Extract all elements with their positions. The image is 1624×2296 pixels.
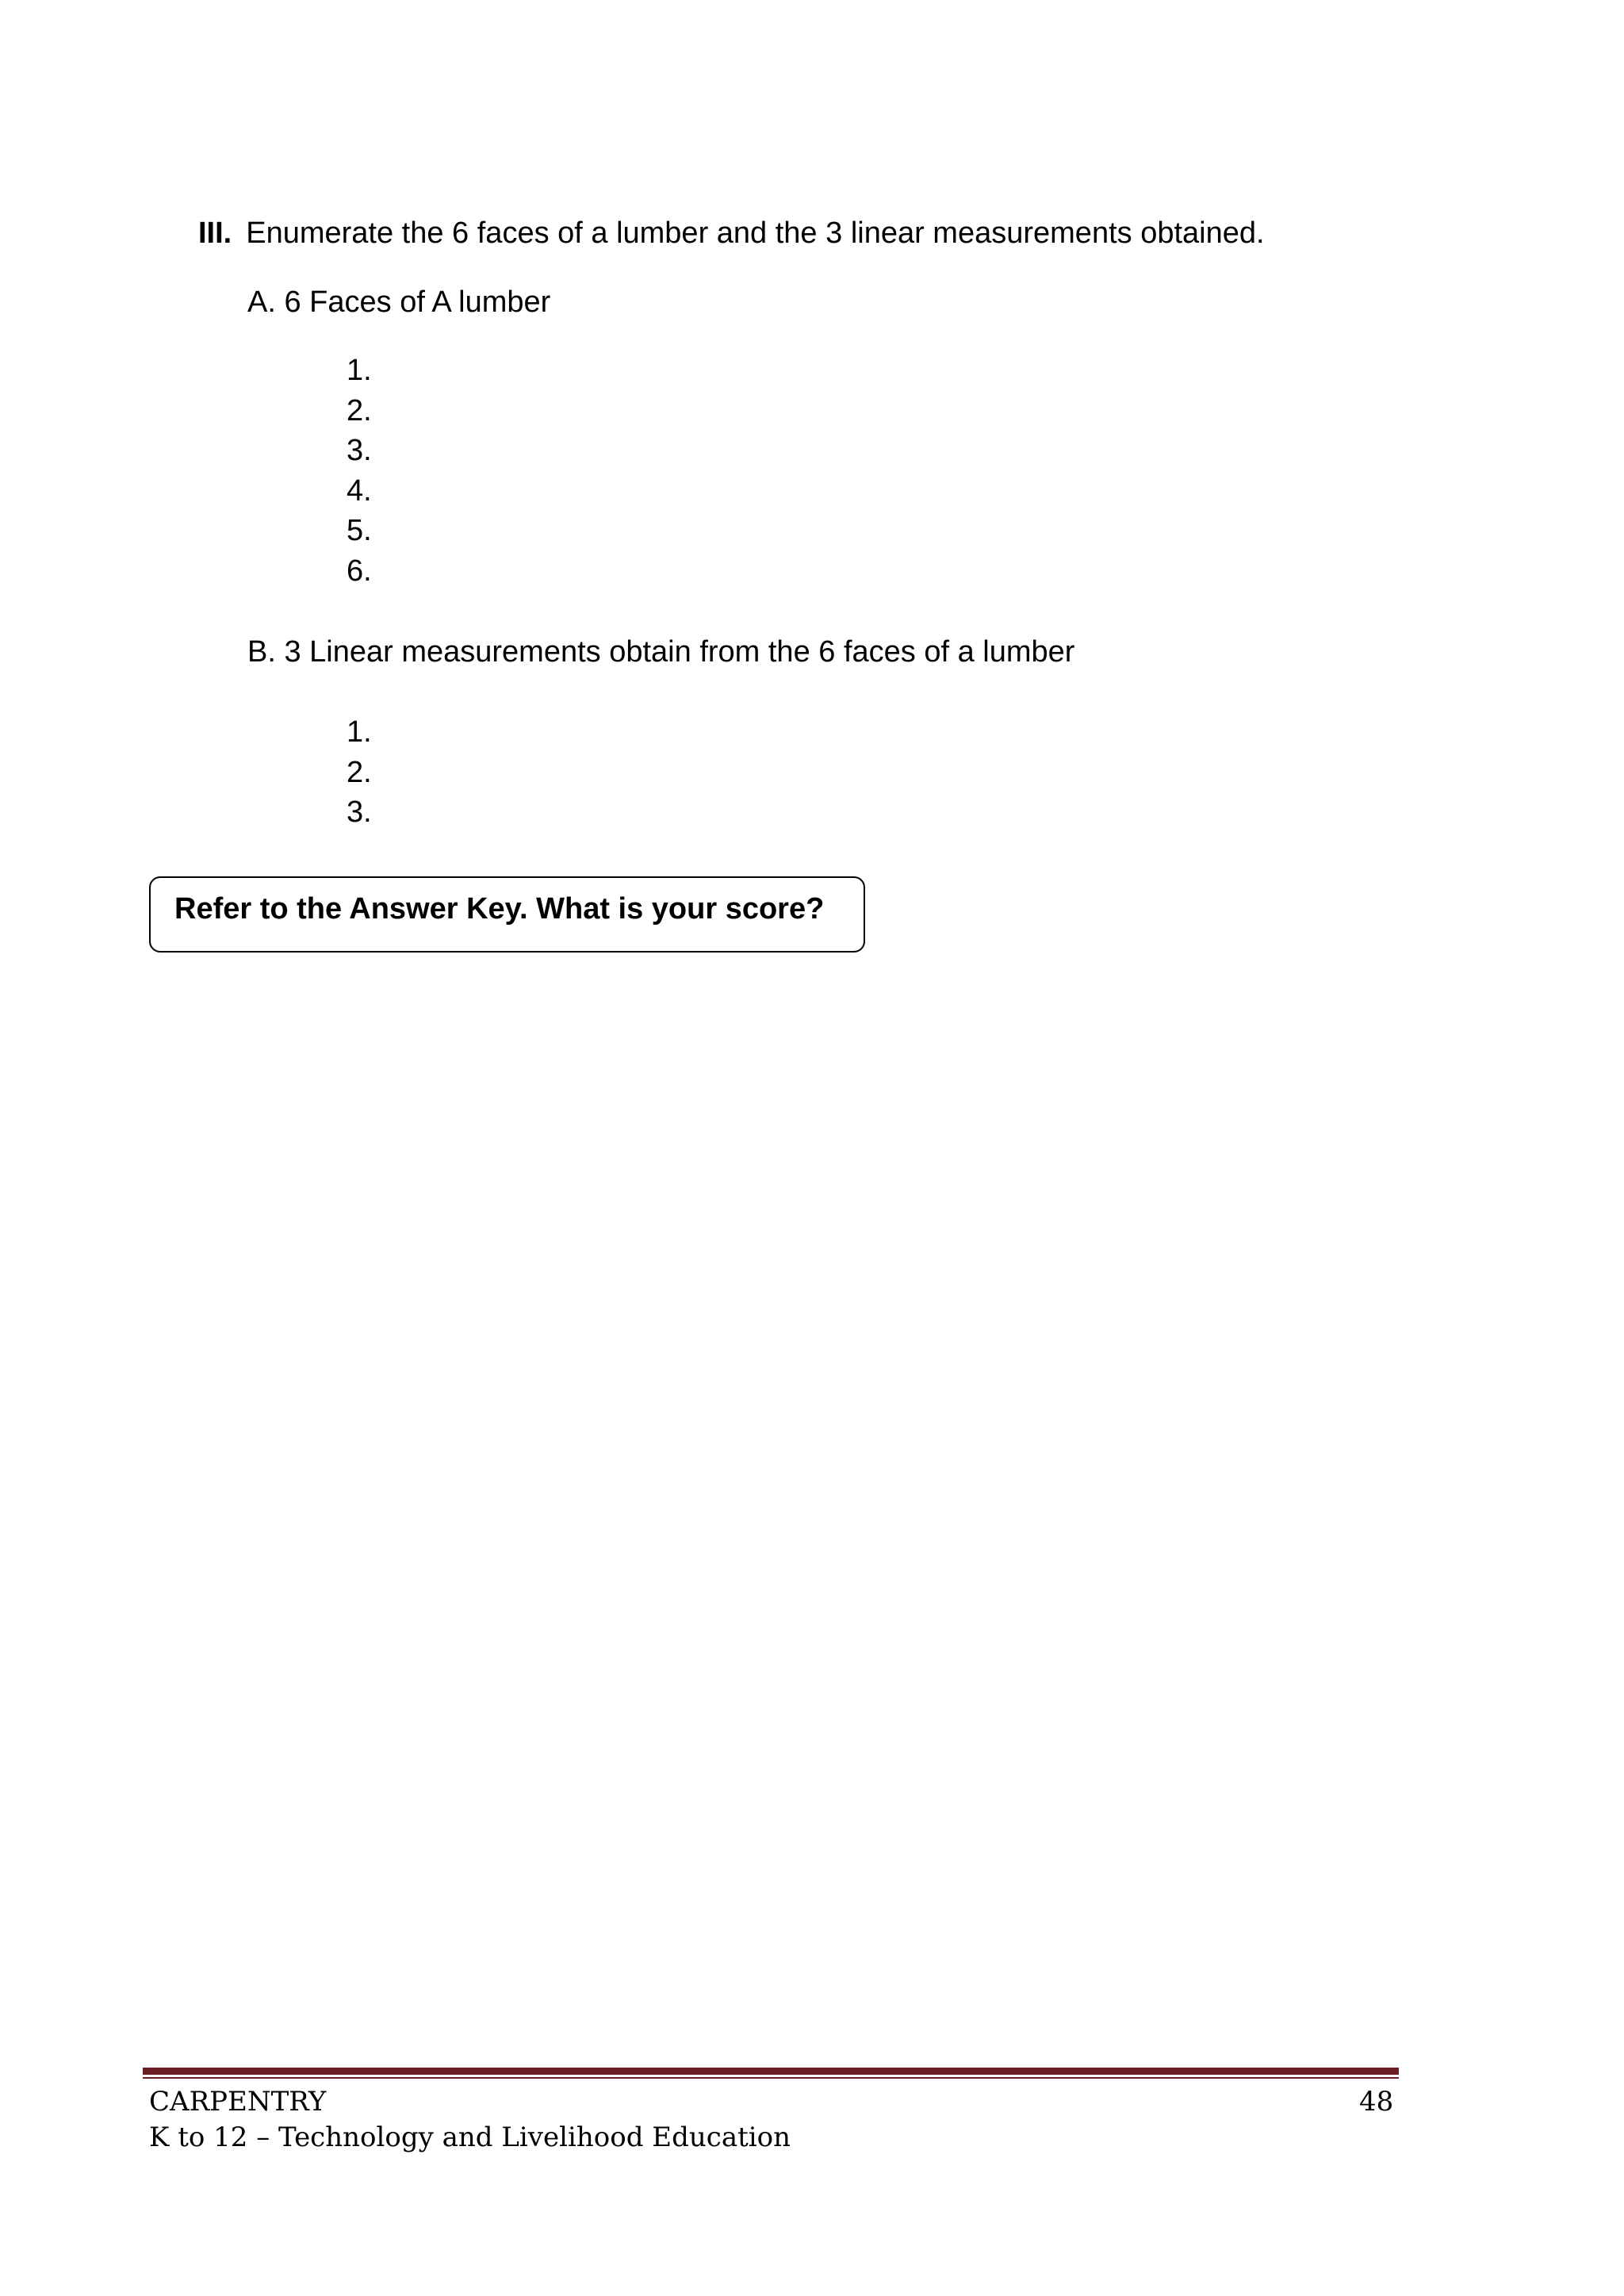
list-item: 6. (347, 554, 372, 588)
list-item: 1. (347, 715, 372, 749)
section-a-heading: A. 6 Faces of A lumber (247, 286, 551, 319)
list-item: 3. (347, 795, 372, 829)
list-item: 2. (347, 755, 372, 789)
section-b-list (347, 712, 372, 833)
question-number: III. (198, 217, 232, 250)
list-item: 2. (347, 393, 372, 427)
list-item: 5. (347, 514, 372, 547)
question-heading (198, 213, 1265, 254)
list-item: 4. (347, 473, 372, 508)
footer-rule-thick (143, 2068, 1399, 2075)
list-item: 1. (347, 354, 372, 387)
section-a-list (347, 351, 372, 591)
list-item: 3. (347, 434, 372, 467)
score-prompt: Refer to the Answer Key. What is your score? (174, 892, 825, 926)
footer-subject: CARPENTRY (149, 2086, 327, 2118)
section-b-heading: B. 3 Linear measurements obtain from the 6 faces of a lumber (247, 635, 1075, 669)
page-number: 48 (1359, 2086, 1394, 2118)
question-text: Enumerate the 6 faces of a lumber and the 3 linear measurements obtained. (246, 217, 1265, 250)
footer-rule-thin (143, 2077, 1399, 2079)
score-box (149, 876, 865, 953)
footer-course: K to 12 – Technology and Livelihood Education (149, 2122, 791, 2153)
